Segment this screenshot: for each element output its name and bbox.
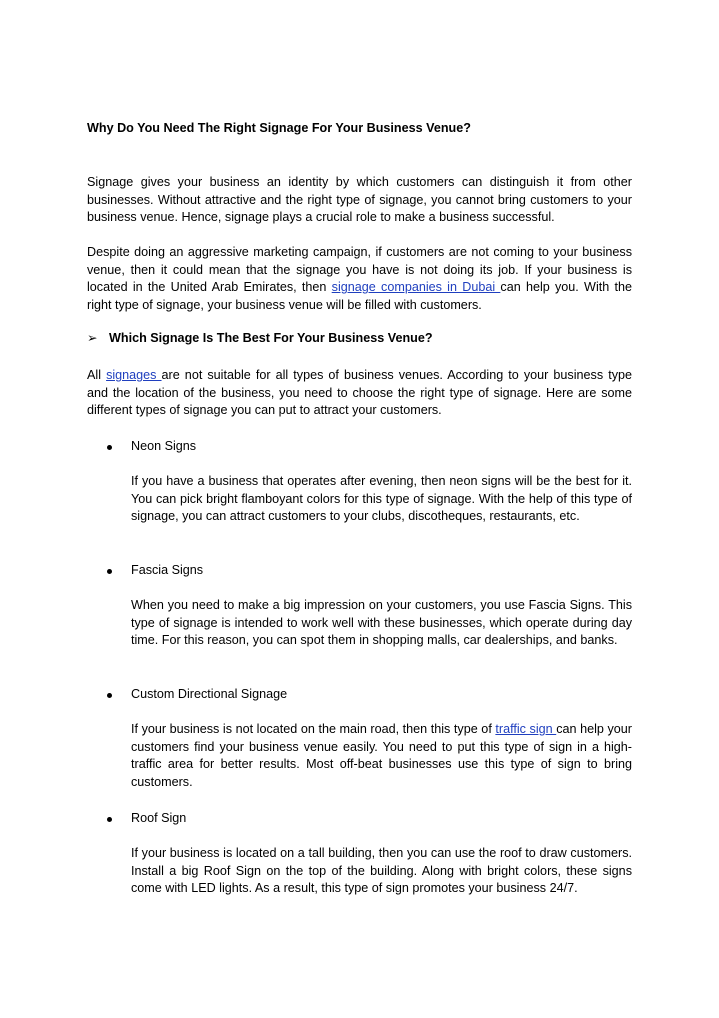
intro-paragraph-2 xyxy=(87,244,632,314)
bullet-icon xyxy=(107,445,112,450)
section-text-end: are not suitable for all types of business venues. According to your business type and the location of the business, you need to choose the right type of signage. Here are some different types of signage you can put to attract your customers. xyxy=(87,368,632,418)
list-item-text-start: If your business is not located on the main road, then this type of xyxy=(131,722,496,736)
list-item-body xyxy=(131,597,632,650)
list-item-text-end: can help your customers find your business venue easily. You need to put this type of sign in a high-traffic area for better results. Most off-beat businesses use this type of sign to bring customers. xyxy=(131,722,632,789)
bullet-icon xyxy=(107,693,112,698)
list-item-title: Fascia Signs xyxy=(131,563,204,577)
arrow-bullet-icon: ➢ xyxy=(87,331,98,345)
list-item-body xyxy=(131,845,632,898)
section-subheading-text: Which Signage Is The Best For Your Business Venue? xyxy=(109,331,433,345)
intro-text-2 xyxy=(87,244,632,314)
section-text-start: All xyxy=(87,368,107,382)
page-title: Why Do You Need The Right Signage For Your Business Venue? xyxy=(87,121,471,135)
list-item-text: When you need to make a big impression on your customers, you use Fascia Signs. This type of signage is intended to work well with these businesses, which operate during day time. For this reason, you can spot them in shopping malls, car dealerships, and banks. xyxy=(131,598,632,648)
intro-text-2-start: Despite doing an aggressive marketing campaign, if customers are not coming to your business venue, then it could mean that the signage you have is not doing its job. If your business is located in the United Arab Emirates, then xyxy=(87,245,632,295)
list-item-title: Custom Directional Signage xyxy=(131,687,288,701)
section-paragraph xyxy=(87,367,632,420)
intro-text-1: Signage gives your business an identity by which customers can distinguish it from other businesses. Without attractive and the right type of signage, you cannot bring customers to your business venue. Hence, signage plays a crucial role to make a business successful. xyxy=(87,175,632,225)
intro-text-2-end: can help you. With the right type of signage, your business venue will be filled with customers. xyxy=(87,280,632,312)
list-item-text: If your business is located on a tall building, then you can use the roof to draw customers. Install a big Roof Sign on the top of the building. Along with bright colors, these signs come with LED lights. As a result, this type of sign promotes your business 24/7. xyxy=(131,846,632,896)
list-item-text xyxy=(131,721,632,791)
intro-paragraph-1 xyxy=(87,174,632,227)
list-item-body xyxy=(131,721,632,791)
list-item-body xyxy=(131,473,632,526)
signages-link[interactable]: signages xyxy=(106,368,162,382)
bullet-icon xyxy=(107,817,112,822)
list-item-title: Roof Sign xyxy=(131,811,187,825)
traffic-sign-link[interactable]: traffic sign xyxy=(495,722,557,736)
signage-companies-link[interactable]: signage companies in Dubai xyxy=(331,280,501,295)
section-text xyxy=(87,367,632,420)
list-item-title: Neon Signs xyxy=(131,439,197,453)
list-item-text: If you have a business that operates after evening, then neon signs will be the best for it. You can pick bright flamboyant colors for this type of signage. With the help of this type of signage, you can attract customers to your clubs, discotheques, restaurants, etc. xyxy=(131,474,632,524)
bullet-icon xyxy=(107,569,112,574)
